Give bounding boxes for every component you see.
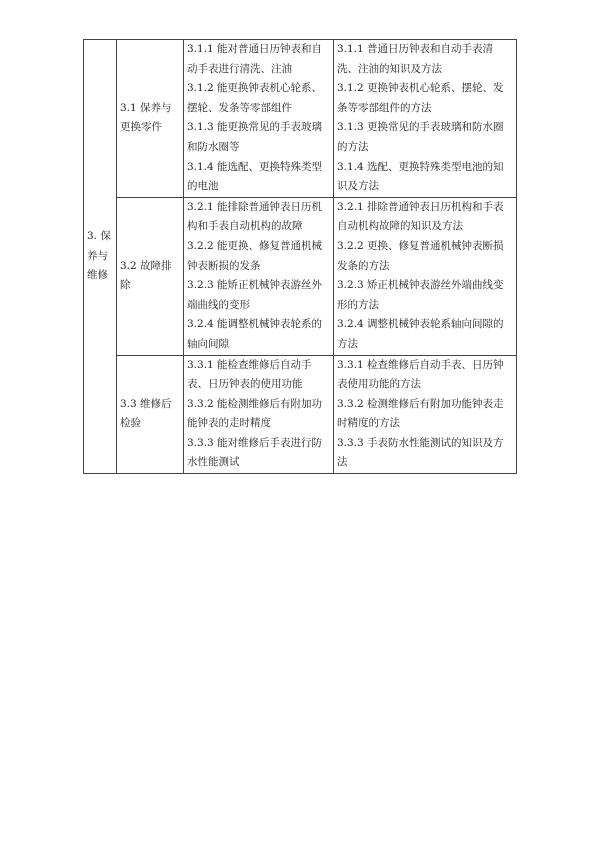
knowledge-item: 3.1.4 选配、更换特殊类型电池的知识及方法 [337,160,504,193]
knowledge-item: 3.1.1 普通日历钟表和自动手表清洗、注油的知识及方法 [337,43,494,75]
knowledge-item: 3.3.3 手表防水性能测试的知识及方法 [337,436,504,469]
section-title: 3.2 故障排除 [117,197,184,355]
knowledge-item: 3.1.2 更换钟表机心轮系、摆轮、发条等零部组件的方法 [337,82,504,114]
knowledge-cell [334,355,517,474]
skill-item: 3.1.2 能更换钟表机心轮系、摆轮、发条等零部组件 [187,82,323,114]
skill-item: 3.2.4 能调整机械钟表轮系的轴向间隙 [187,318,323,350]
skill-item: 3.1.4 能选配、更换特殊类型的电池 [187,160,323,193]
knowledge-item: 3.3.2 检测维修后有附加功能钟表走时精度的方法 [337,397,504,430]
table-row [84,40,517,198]
skill-item: 3.3.1 能检查维修后自动手表、日历钟表的使用功能 [187,358,312,391]
skills-cell [184,197,334,355]
skill-item: 3.3.2 能检测维修后有附加功能钟表的走时精度 [187,397,323,430]
knowledge-cell [334,40,517,198]
knowledge-cell [334,197,517,355]
section-title: 3.1 保养与更换零件 [117,40,184,198]
skill-item: 3.1.3 能更换常见的手表玻璃和防水圈等 [187,121,323,153]
skill-item: 3.1.1 能对普通日历钟表和自动手表进行清洗、注油 [187,43,323,75]
skill-item: 3.3.3 能对维修后手表进行防水性能测试 [187,436,323,469]
section-title: 3.3 维修后检验 [117,355,184,474]
knowledge-item: 3.3.1 检查维修后自动手表、日历钟表使用功能的方法 [337,358,504,391]
category-cell: 3. 保养与维修 [84,40,117,474]
skill-item: 3.2.2 能更换、修复普通机械钟表断损的发条 [187,239,323,272]
knowledge-item: 3.2.4 调整机械钟表轮系轴向间隙的方法 [337,318,504,350]
knowledge-item: 3.2.2 更换、修复普通机械钟表断损发条的方法 [337,239,504,272]
skills-table [83,39,517,474]
knowledge-item: 3.1.3 更换常见的手表玻璃和防水圈的方法 [337,121,504,153]
skills-cell [184,355,334,474]
table-row [84,197,517,355]
skills-cell [184,40,334,198]
skill-item: 3.2.1 能排除普通钟表日历机构和手表自动机构的故障 [187,200,323,233]
knowledge-item: 3.2.3 矫正机械钟表游丝外端曲线变形的方法 [337,279,504,311]
skill-item: 3.2.3 能矫正机械钟表游丝外端曲线的变形 [187,279,323,311]
knowledge-item: 3.2.1 排除普通钟表日历机构和手表自动机构故障的知识及方法 [337,200,504,233]
table-row [84,355,517,474]
